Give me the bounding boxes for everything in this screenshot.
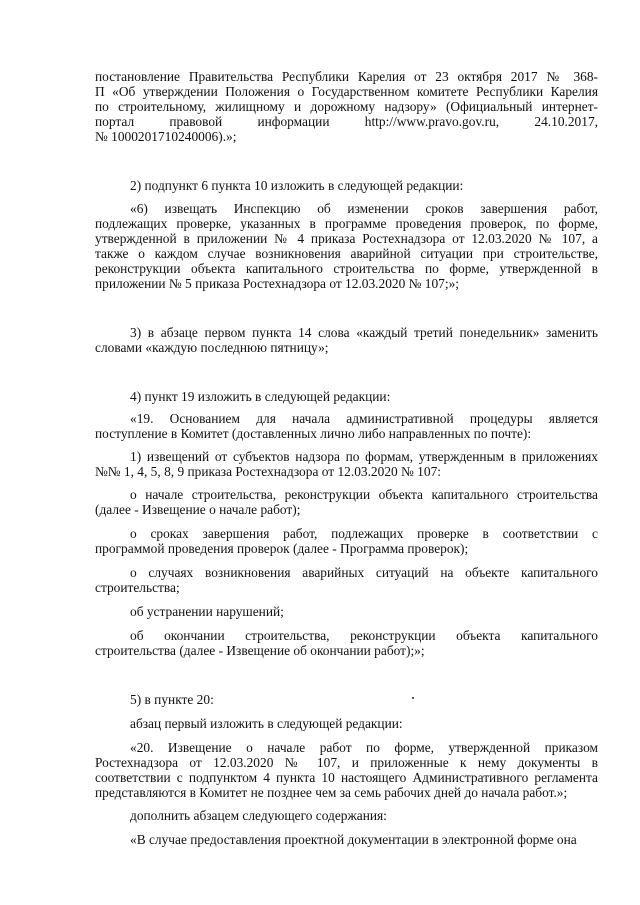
text-line: об устранении нарушений; [130,604,284,619]
text-line: (далее - Извещение о начале работ); [95,502,301,517]
text-line: №№ 1, 4, 5, 8, 9 приказа Ростехнадзора от 12.03.2020 № 107: [95,464,441,479]
text-line: 2) подпункт 6 пункта 10 изложить в следующей редакции: [130,178,464,193]
text-line: приложении № 5 приказа Ростехнадзора от 12.03.2020 № 107;»; [95,276,460,291]
text-line: по строительному, жилищному и дорожному надзору» (Официальный интернет- [95,99,598,114]
text-line: соответствии с подпунктом 4 пункта 10 настоящего Административного регламента [95,770,598,785]
scan-speck [412,697,414,699]
text-line: П «Об утверждении Положения о Государственном комитете Республики Карелия [95,84,598,99]
text-line: портал правовой информации http://www.pravo.gov.ru, 24.10.2017, [95,114,598,129]
text-line: «20. Извещение о начале работ по форме, утвержденной приказом [130,740,598,755]
text-line: постановление Правительства Республики Карелия от 23 октября 2017 № 368- [95,69,598,84]
text-line: программой проведения проверок (далее - Программа проверок); [95,541,469,556]
text-line: 4) пункт 19 изложить в следующей редакции: [130,389,391,404]
text-line: № 1000201710240006).»; [95,129,237,144]
text-line: строительства (далее - Извещение об окончании работ);»; [95,643,425,658]
text-line: о случаях возникновения аварийных ситуаций на объекте капитального [130,565,598,580]
text-line: реконструкции объекта капитального строительства по форме, утвержденной в [95,261,598,276]
text-line: «6) извещать Инспекцию об изменении сроков завершения работ, [130,201,598,216]
text-line: 1) извещений от субъектов надзора по формам, утвержденным в приложениях [130,449,598,464]
text-line: о начале строительства, реконструкции объекта капитального строительства [130,487,598,502]
text-line: поступление в Комитет (доставленных лично либо направленных по почте): [95,426,532,441]
text-line: Ростехнадзора от 12.03.2020 № 107, и приложенные к нему документы в [95,755,598,770]
text-line: подлежащих проверке, указанных в программе проведения проверок, по форме, [95,216,598,231]
text-line: 3) в абзаце первом пункта 14 слова «каждый третий понедельник» заменить [130,325,598,340]
text-line: об окончании строительства, реконструкции объекта капитального [130,628,598,643]
text-line: о сроках завершения работ, подлежащих проверке в соответствии с [130,526,598,541]
text-line: представляются в Комитет не позднее чем за семь рабочих дней до начала работ.»; [95,785,568,800]
text-line: словами «каждую последнюю пятницу»; [95,340,329,355]
text-line: строительства; [95,580,180,595]
text-line: «19. Основанием для начала административной процедуры является [130,411,598,426]
text-line: утвержденной в приложении № 4 приказа Ростехнадзора от 12.03.2020 № 107, а [95,231,598,246]
text-line: абзац первый изложить в следующей редакции: [130,716,403,731]
text-line: «В случае предоставления проектной документации в электронной форме она [130,832,577,847]
text-line: 5) в пункте 20: [130,692,214,707]
text-line: также о каждом случае возникновения аварийной ситуации при строительстве, [95,246,598,261]
text-line: дополнить абзацем следующего содержания: [130,808,387,823]
